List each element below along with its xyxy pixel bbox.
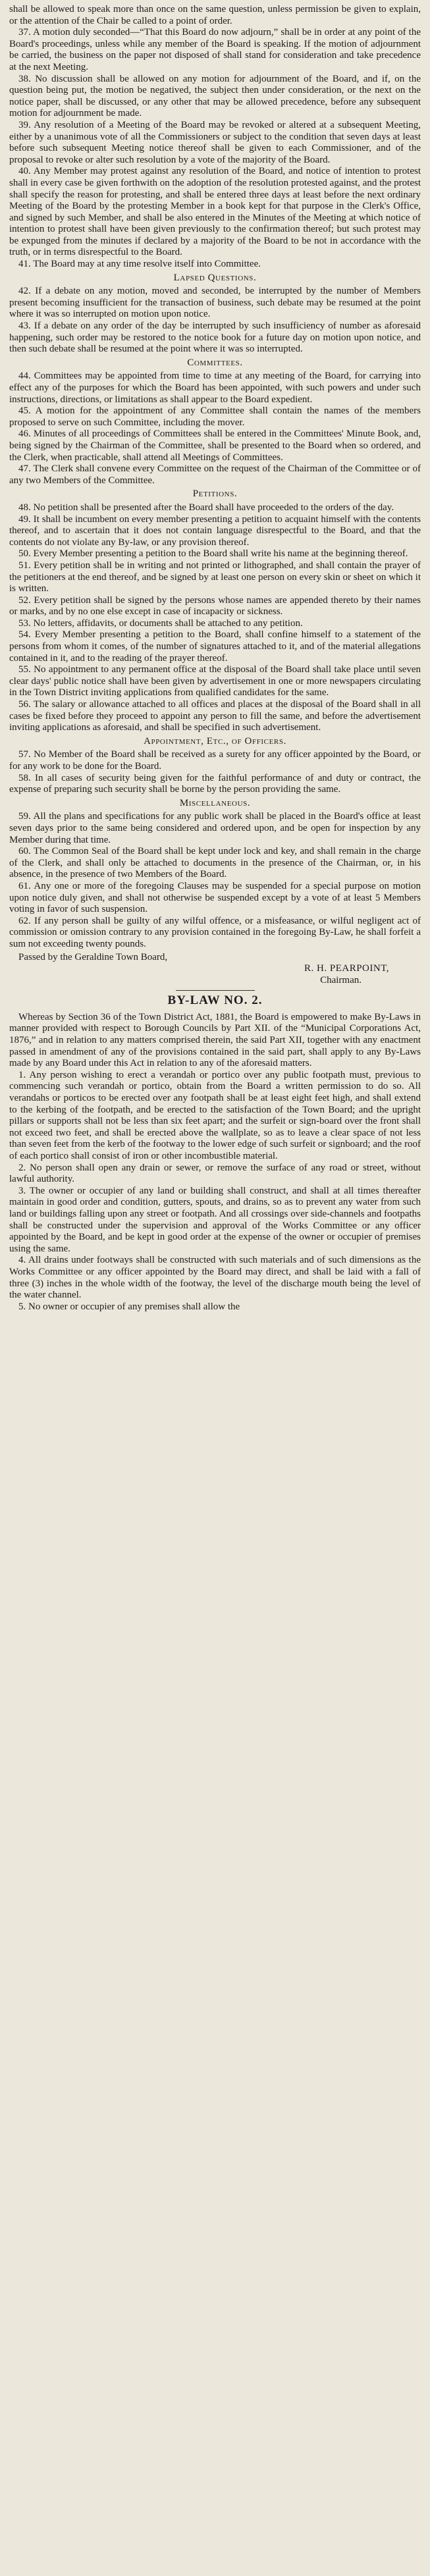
by-law-clause: 46. Minutes of all proceedings of Committees shall be entered in the Committees' Minute Book, and, being signed by the Chairman of the Committee, shall be presented to the Board when so ordered, and the Clerk, when practicable, shall attend all Meetings of Committees.: [9, 429, 421, 463]
signatory-name: R. H. PEARPOINT,: [304, 963, 389, 974]
by-law-clause: 49. It shall be incumbent on every member presenting a petition to acquaint himself with the contents thereof, and to ascertain that it does not contain language disrespectful to the Board, and that the contents do not violate any By-law, or any provision thereof.: [9, 513, 421, 548]
by-law-clause: 44. Committees may be appointed from time to time at any meeting of the Board, for carrying into effect any of the purposes for which the Board has been appointed, with such powers and under such instructions, directions, or limitations as shall appear to the Board expedient.: [9, 371, 421, 405]
by-law-clause: 1. Any person wishing to erect a verandah or portico over any public footpath must, previous to commencing such verandah or portico, obtain from the Board a written permission to do so. All verandahs or porticos to be erected over any footpath shall be at least eight feet high, and shall extend to the kerbing of the footpath, and be erected to the satisfaction of the Town Board; and the upright pillars or supports shall not be less than six feet apart; and the surfeit or sign-board over the front shall not exceed two feet, and shall be erected above the wallplate, so as to leave a clear space of not less than seven feet from the kerb of the footway to the lower edge of such surfeit or signboard; and the roof of each portico shall consist of iron or other incombustible material.: [9, 1069, 421, 1161]
by-law-clause: 3. The owner or occupier of any land or building shall construct, and shall at all times thereafter maintain in good order and condition, gutters, spouts, and drains, so as to prevent any water from such land or buildings falling upon any street or footpath. And all crossings over side-channels and footpaths shall be constructed under the supervision and approval of the Works Committee or any officer appointed by the Board, and be kept in good order at the expense of the owner or occupier of premises using the same.: [9, 1185, 421, 1254]
by-law-clause: 50. Every Member presenting a petition to the Board shall write his name at the beginning thereof.: [18, 548, 408, 560]
by-law-clause: 42. If a debate on any motion, moved and seconded, be interrupted by the number of Members present becoming insufficient for the transaction of business, such debate may be resumed at the point where it was so interrupted on motion upon notice.: [9, 286, 421, 320]
by-law-clause: 58. In all cases of security being given for the faithful performance of and duty or contract, the expense of preparing such security shall be borne by the person providing the same.: [9, 772, 421, 795]
section-heading: Petitions.: [192, 488, 238, 500]
by-law-clause: 40. Any Member may protest against any resolution of the Board, and notice of intention to protest shall in every case be given forthwith on the adoption of the resolution protested against, and the protest shall specify the reason for protesting, and shall be entered three days at least before the next ordinary Meeting of the Board by the protesting Member in a book kept for that purpose in the Clerk's Office, and signed by such Member, and shall be also entered in the Minutes of the Meeting at which notice of intention to protest shall have been given previously to the confirmation thereof; but such protest may be expunged from the minutes if declared by a majority of the Board to be not in accordance with the truth, or in terms disrespectful to the Board.: [9, 166, 421, 258]
by-law-clause: 56. The salary or allowance attached to all offices and places at the disposal of the Board shall in all cases be fixed before they proceed to appoint any person to fill the same, and before the advertisement inviting applications as aforesaid, and shall be specified in such advertisement.: [9, 699, 421, 733]
section-divider: [176, 990, 255, 991]
by-law-clause: 60. The Common Seal of the Board shall be kept under lock and key, and shall remain in the charge of the Clerk, and shall only be attached to documents in the presence of the Chairman, or, in his absence, in the presence of two Members of the Board.: [9, 846, 421, 880]
by-law-clause: 53. No letters, affidavits, or documents shall be attached to any petition.: [18, 618, 303, 629]
by-law-clause: 2. No person shall open any drain or sewer, or remove the surface of any road or street, without lawful authority.: [9, 1162, 421, 1185]
passed-by-line: Passed by the Geraldine Town Board,: [18, 951, 168, 962]
by-law-clause: 39. Any resolution of a Meeting of the Board may be revoked or altered at a subsequent Meeting, either by a unanimous vote of all the Commissioners or subject to the condition that seven days at least before such subsequent Meeting notice thereof shall be given to each Commissioner, and of the proposal to revoke or alter such resolution by a vote of the majority of the Board.: [9, 119, 421, 165]
by-law-clause: 37. A motion duly seconded—“That this Board do now adjourn,” shall be in order at any point of the Board's proceedings, unless while any member of the Board is speaking. If the motion of adjournment be carried, the business on the paper not disposed of shall stand for consideration and take precedence at the next Meeting.: [9, 27, 421, 72]
section-heading: Appointment, Etc., of Officers.: [144, 735, 286, 747]
by-law-clause: 59. All the plans and specifications for any public work shall be placed in the Board's office at least seven days prior to the same being considered and ordered upon, and be open for inspection by any Member during that time.: [9, 811, 421, 845]
section-heading: Miscellaneous.: [179, 797, 251, 808]
by-law-clause: 55. No appointment to any permanent office at the disposal of the Board shall take place until seven clear days' public notice shall have been given by advertisement in one or more newspapers circulating in the Town District inviting applications from qualified candidates for the same.: [9, 664, 421, 698]
by-law-clause: 62. If any person shall be guilty of any wilful offence, or a misfeasance, or wilful negligent act of commission or omission contrary to any provision contained in the foregoing By-Law, he shall forfeit a sum not exceeding twenty pounds.: [9, 915, 421, 949]
section-heading: Committees.: [187, 357, 243, 368]
by-law-clause: 41. The Board may at any time resolve itself into Committee.: [18, 259, 261, 270]
by-law-title: BY-LAW NO. 2.: [167, 993, 263, 1008]
by-law-clause: shall be allowed to speak more than once on the same question, unless permission be given to explain, or the attention of the Chair be called to a point of order.: [9, 4, 421, 26]
by-law-clause: 4. All drains under footways shall be constructed with such materials and of such dimensions as the Works Committee or any officer appointed by the Board may direct, and shall be laid with a fall of three (3) inches in the whole width of the footway, the level of the discharge mouth being the level of the water channel.: [9, 1255, 421, 1301]
by-law-clause: 45. A motion for the appointment of any Committee shall contain the names of the members proposed to serve on such Committee, including the mover.: [9, 406, 421, 428]
by-law-clause: 52. Every petition shall be signed by the persons whose names are appended thereto by their names or marks, and by no one else except in case of incapacity or sickness.: [9, 594, 421, 618]
by-law-clause: 57. No Member of the Board shall be received as a surety for any officer appointed by the Board, or for any work to be done for the Board.: [9, 749, 421, 772]
by-law-clause: 47. The Clerk shall convene every Committee on the request of the Chairman of the Committee or of any two Members of the Committee.: [9, 463, 421, 486]
by-law-clause: 5. No owner or occupier of any premises shall allow the: [18, 1301, 240, 1312]
by-law-clause: 54. Every Member presenting a petition to the Board, shall confine himself to a statement of the persons from whom it comes, of the number of signatures attached to it, and of the material allegations contained in it, and to the reading of the prayer thereof.: [9, 629, 421, 664]
by-law-clause: 38. No discussion shall be allowed on any motion for adjournment of the Board, and if, on the question being put, the motion be negatived, the subject then under consideration, or the next on the notice paper, shall be discussed, or any other that may be allowed precedence, before any subsequent motion for adjournment be made.: [9, 73, 421, 119]
by-law-clause: 48. No petition shall be presented after the Board shall have proceeded to the orders of the day.: [18, 502, 394, 513]
section-heading: Lapsed Questions.: [173, 272, 257, 283]
by-law-clause: Whereas by Section 36 of the Town District Act, 1881, the Board is empowered to make By-Laws in manner provided with respect to Borough Councils by Part XII. of the “Municipal Corporations Act, 1876,” and in relation to any matters comprised therein, the said Part XII, together with any enactment passed in amendment of any of the provisions contained in the said part, shall apply to any By-Laws made by any Board under this Act in relation to any of the aforesaid matters.: [9, 1011, 421, 1069]
by-law-clause: 51. Every petition shall be in writing and not printed or lithographed, and shall contain the prayer of the petitioners at the end thereof, and be signed by at least one person on every skin or sheet on which it is written.: [9, 560, 421, 594]
by-law-clause: 43. If a debate on any order of the day be interrupted by such insufficiency of number as aforesaid happening, such order may be restored to the notice book for a future day on motion upon notice, and then such debate shall be resumed at the point where it was so interrupted.: [9, 321, 421, 355]
by-law-clause: 61. Any one or more of the foregoing Clauses may be suspended for a special purpose on motion upon notice duly given, and shall not otherwise be suspended except by a vote of at least 5 Members voting in favor of such suspension.: [9, 880, 421, 915]
signatory-title: Chairman.: [320, 974, 362, 986]
